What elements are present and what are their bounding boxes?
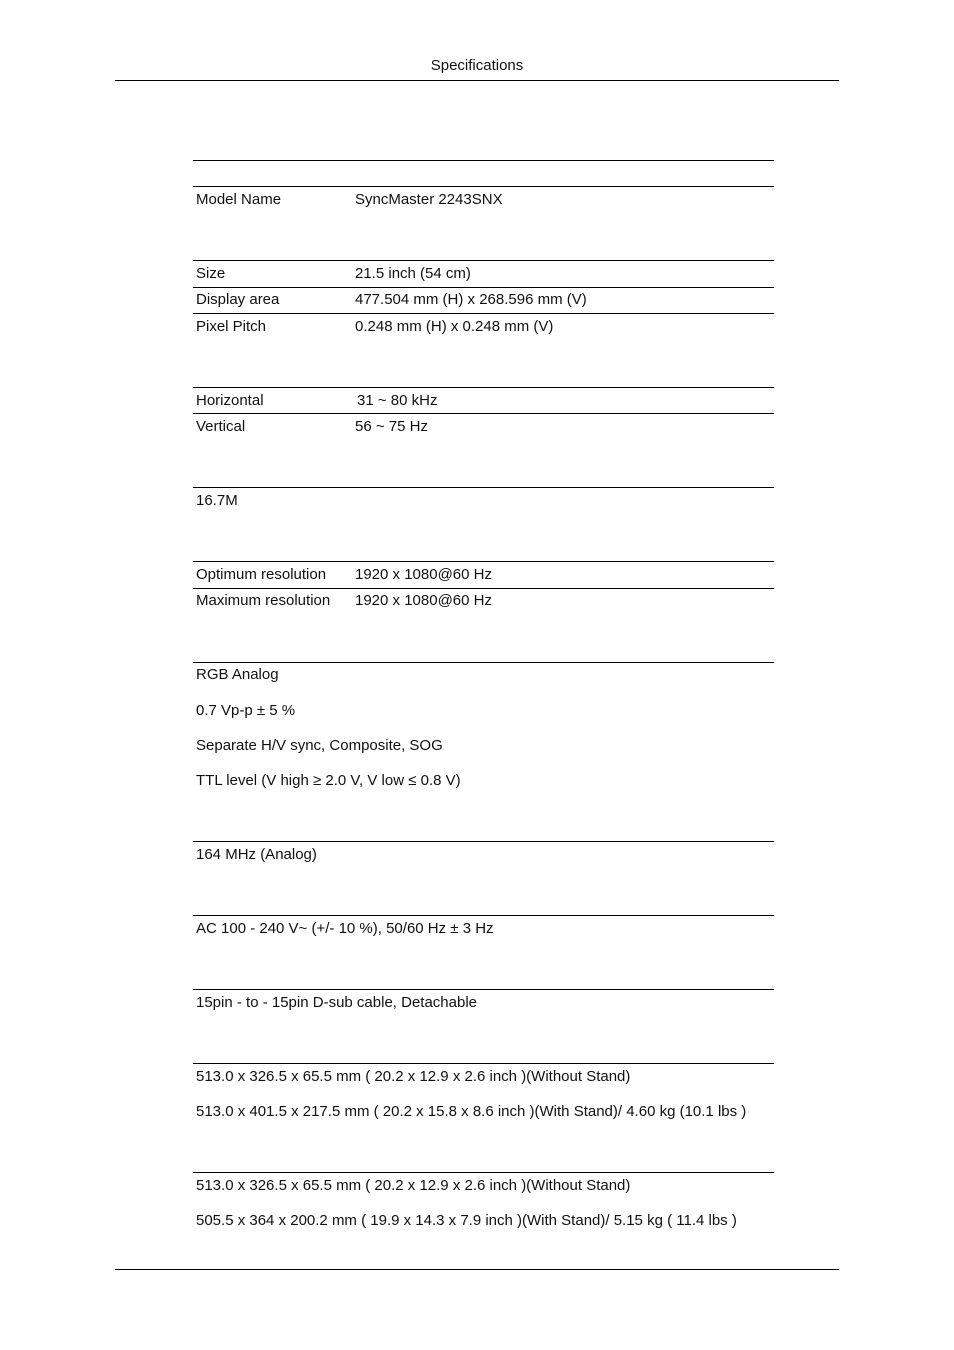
row-rule [193,561,774,562]
row-rule [193,662,774,663]
row-rule [193,1063,774,1064]
model-name-value: SyncMaster 2243SNX [355,191,503,208]
row-rule [193,588,774,589]
page-header-title: Specifications [430,57,524,74]
vertical-value: 56 ~ 75 Hz [355,418,428,435]
vertical-label: Vertical [196,418,246,435]
row-rule [193,260,774,261]
maximum-resolution-value: 1920 x 1080@60 Hz [355,592,492,609]
input-signal-type: RGB Analog [196,666,279,683]
optimum-resolution-value: 1920 x 1080@60 Hz [355,566,492,583]
dimensions-with-stand: 505.5 x 364 x 200.2 mm ( 19.9 x 14.3 x 7.9 inch )(With Stand)/ 5.15 kg ( 11.4 lbs ) [196,1212,737,1229]
maximum-resolution-label: Maximum resolution [196,592,331,609]
row-rule [193,989,774,990]
size-label: Size [196,265,226,282]
pixel-pitch-value: 0.248 mm (H) x 0.248 mm (V) [355,318,554,335]
row-rule [193,1172,774,1173]
dimensions-with-stand: 513.0 x 401.5 x 217.5 mm ( 20.2 x 15.8 x 8.6 inch )(With Stand)/ 4.60 kg (10.1 lbs ) [196,1103,747,1120]
horizontal-label: Horizontal [196,392,264,409]
row-rule [193,186,774,187]
row-rule [193,287,774,288]
pixel-clock-value: 164 MHz (Analog) [196,846,317,863]
footer-rule [115,1269,839,1270]
input-signal-level: 0.7 Vp-p ± 5 % [196,702,296,719]
input-ttl-level: TTL level (V high ≥ 2.0 V, V low ≤ 0.8 V) [196,772,461,789]
signal-cable-value: 15pin - to - 15pin D-sub cable, Detachable [196,994,478,1011]
table-top-rule [193,160,774,161]
display-colors-value: 16.7M [196,492,238,509]
horizontal-value: 31 ~ 80 kHz [357,392,438,409]
size-value: 21.5 inch (54 cm) [355,265,471,282]
row-rule [193,915,774,916]
row-rule [193,387,774,388]
model-name-label: Model Name [196,191,282,208]
dimensions-without-stand: 513.0 x 326.5 x 65.5 mm ( 20.2 x 12.9 x 2.6 inch )(Without Stand) [196,1177,631,1194]
row-rule [193,413,774,414]
display-area-label: Display area [196,291,280,308]
display-area-value: 477.504 mm (H) x 268.596 mm (V) [355,291,587,308]
header-rule [115,80,839,81]
row-rule [193,841,774,842]
dimensions-without-stand: 513.0 x 326.5 x 65.5 mm ( 20.2 x 12.9 x 2.6 inch )(Without Stand) [196,1068,631,1085]
power-supply-value: AC 100 - 240 V~ (+/- 10 %), 50/60 Hz ± 3 Hz [196,920,494,937]
row-rule [193,313,774,314]
row-rule [193,487,774,488]
input-sync-type: Separate H/V sync, Composite, SOG [196,737,443,754]
optimum-resolution-label: Optimum resolution [196,566,327,583]
pixel-pitch-label: Pixel Pitch [196,318,267,335]
